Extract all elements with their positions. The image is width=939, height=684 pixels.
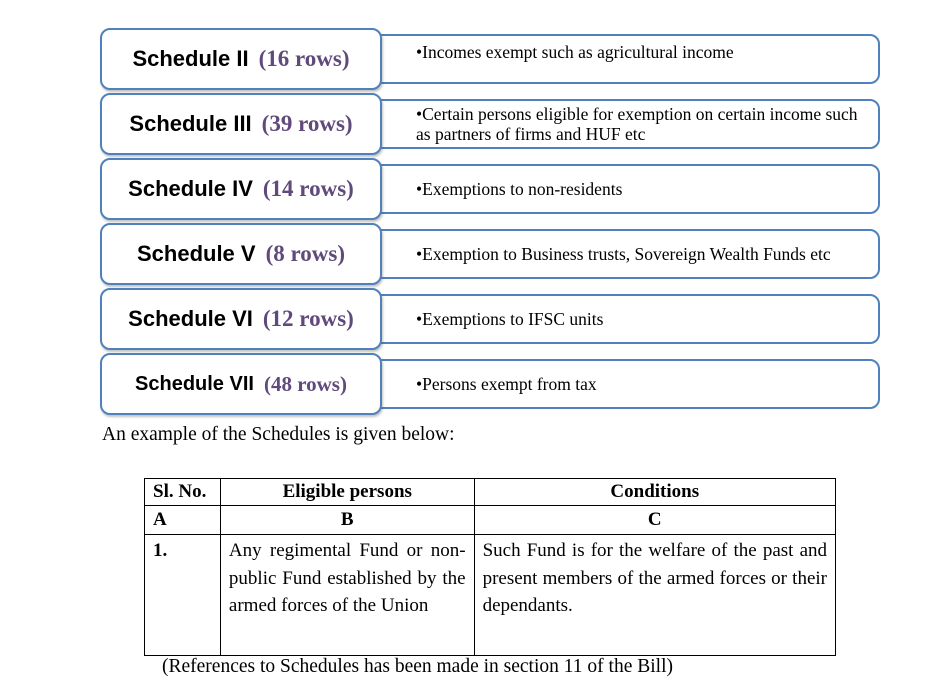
schedule-7-label-box	[100, 353, 382, 415]
row-sl-no: 1.	[145, 535, 221, 656]
schedule-2-item	[0, 28, 939, 94]
schedule-6-description: •Exemptions to IFSC units	[416, 309, 604, 329]
table-letter-row	[145, 506, 836, 535]
schedule-4-item	[0, 158, 939, 224]
schedule-4-description: •Exemptions to non-residents	[416, 179, 623, 199]
schedule-5-name: Schedule V	[136, 241, 256, 266]
schedule-5-item	[0, 223, 939, 289]
letter-b: B	[220, 506, 474, 535]
schedule-2-label-box	[100, 28, 382, 90]
schedule-3-label-box	[100, 93, 382, 155]
schedule-6-rows: (12 rows)	[262, 306, 354, 331]
schedule-2-description-box	[372, 34, 880, 84]
schedule-4-description-box	[372, 164, 880, 214]
schedule-6-description-box	[372, 294, 880, 344]
schedule-7-item	[0, 353, 939, 419]
letter-a: A	[145, 506, 221, 535]
schedule-5-description: •Exemption to Business trusts, Sovereign Wealth Funds etc	[416, 244, 831, 264]
row-eligible-persons: Any regimental Fund or non-public Fund established by the armed forces of the Union	[220, 535, 474, 656]
schedule-6-label-box	[100, 288, 382, 350]
schedule-3-description: •Certain persons eligible for exemption on certain income such as partners of firms and HUF etc	[416, 104, 858, 144]
table-row	[145, 535, 836, 656]
schedule-7-name: Schedule VII	[135, 372, 254, 395]
header-conditions: Conditions	[474, 479, 835, 506]
schedule-2-description: •Incomes exempt such as agricultural income	[416, 42, 734, 62]
schedule-6-item	[0, 288, 939, 354]
schedule-4-label-box	[100, 158, 382, 220]
schedule-6-name: Schedule VI	[128, 306, 253, 331]
schedule-7-description: •Persons exempt from tax	[416, 374, 597, 394]
letter-c: C	[474, 506, 835, 535]
schedule-2-rows: (16 rows)	[258, 46, 350, 71]
schedule-2-name: Schedule II	[132, 46, 249, 71]
schedule-3-description-box	[372, 99, 880, 149]
schedule-5-description-box	[372, 229, 880, 279]
intro-text: An example of the Schedules is given below:	[102, 424, 455, 445]
references-note: (References to Schedules has been made in section 11 of the Bill)	[162, 656, 673, 677]
example-schedule-table	[144, 478, 836, 656]
row-conditions: Such Fund is for the welfare of the past and present members of the armed forces or their dependants.	[474, 535, 835, 656]
header-eligible-persons: Eligible persons	[220, 479, 474, 506]
schedule-7-description-box	[372, 359, 880, 409]
schedule-5-label-box	[100, 223, 382, 285]
schedule-5-rows: (8 rows)	[265, 241, 345, 266]
schedule-4-name: Schedule IV	[128, 176, 253, 201]
schedule-3-rows: (39 rows)	[261, 111, 353, 136]
schedule-3-name: Schedule III	[129, 111, 252, 136]
header-sl-no: Sl. No.	[145, 479, 221, 506]
schedule-4-rows: (14 rows)	[262, 176, 354, 201]
schedule-7-rows: (48 rows)	[263, 371, 347, 396]
table-header-row	[145, 479, 836, 506]
schedule-3-item	[0, 93, 939, 159]
